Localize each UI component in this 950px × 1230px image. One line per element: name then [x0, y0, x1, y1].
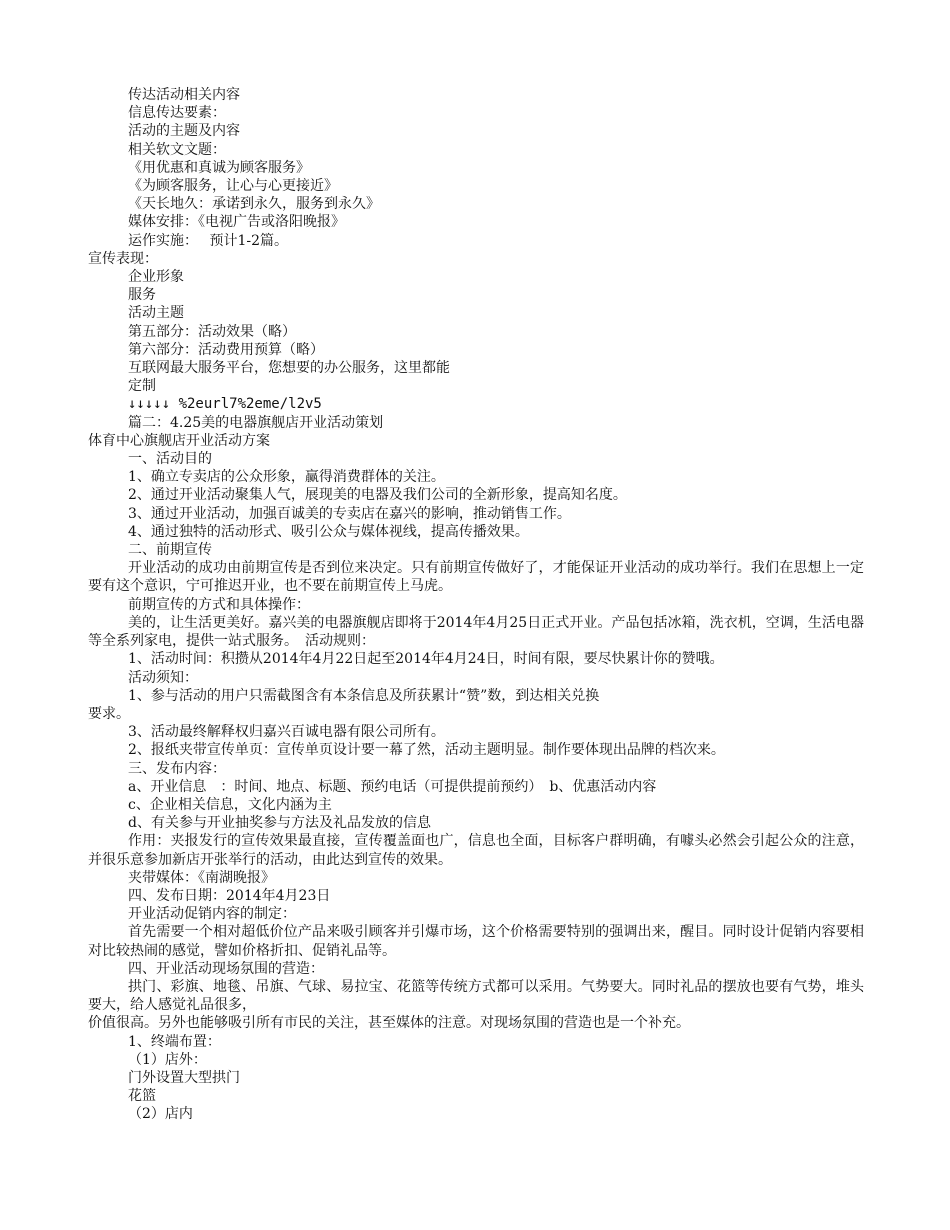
text-line: a、开业信息 ：时间、地点、标题、预约电话（可提供提前预约） b、优惠活动内容 — [128, 778, 657, 795]
section-heading: 二、前期宣传 — [128, 542, 212, 559]
text-line: 1、活动时间：积攒从2014年4月22日起至2014年4月24日，时间有限，要尽快累计你的赞哦。 — [128, 651, 724, 668]
text-line: 价值很高。另外也能够吸引所有市民的关注，甚至媒体的注意。对现场氛围的营造也是一个补充。 — [88, 1015, 690, 1032]
text-line: c、企业相关信息，文化内涵为主 — [128, 796, 332, 813]
text-line: 互联网最大服务平台，您想要的办公服务，这里都能 — [128, 360, 450, 377]
text-line: 要求。 — [88, 705, 130, 722]
link-text[interactable]: ↓↓↓↓↓ %2eurl7%2eme/l2v5 — [128, 396, 322, 413]
text-line: d、有关参与开业抽奖参与方法及礼品发放的信息 — [128, 815, 431, 832]
text-line: 企业形象 — [128, 269, 184, 286]
text-line: 夹带媒体：《南湖晚报》 — [128, 869, 275, 886]
text-line: 第六部分：活动费用预算（略） — [128, 341, 324, 358]
text-line: 传达活动相关内容 — [128, 87, 240, 103]
text-line: 信息传达要素： — [128, 105, 226, 122]
text-line: 2、通过开业活动聚集人气，展现美的电器及我们公司的全新形象，提高知名度。 — [128, 487, 627, 504]
section-heading: 宣传表现： — [88, 250, 158, 267]
text-line: 《用优惠和真诚为顾客服务》 — [128, 159, 310, 176]
text-line: 服务 — [128, 287, 156, 304]
text-line: 花篮 — [128, 1088, 156, 1105]
text-line: 1、终端布置： — [128, 1033, 221, 1050]
text-line: （2）店内 — [128, 1106, 193, 1123]
text-line: 活动主题 — [128, 305, 184, 322]
paragraph: 拱门、彩旗、地毯、吊旗、气球、易拉宝、花篮等传统方式都可以采用。气势要大。同时礼品的摆放也要有气势，堆头要大，给人感觉礼品很多， — [88, 978, 864, 1014]
section-heading: 一、活动目的 — [128, 451, 212, 468]
text-line: 活动的主题及内容 — [128, 123, 240, 140]
text-line: 1、参与活动的用户只需截图含有本条信息及所获累计“赞”数，到达相关兑换 — [128, 687, 600, 704]
text-line: （1）店外： — [128, 1051, 207, 1068]
article-title: 篇二：4.25美的电器旗舰店开业活动策划 — [128, 414, 384, 431]
text-line: 前期宣传的方式和具体操作： — [128, 596, 310, 613]
text-line: 活动须知： — [128, 669, 198, 686]
section-heading: 三、发布内容： — [128, 760, 226, 777]
text-line: 门外设置大型拱门 — [128, 1069, 240, 1086]
paragraph: 美的，让生活更美好。嘉兴美的电器旗舰店即将于2014年4月25日正式开业。产品包括冰箱，洗衣机，空调，生活电器等全系列家电，提供一站式服务。 活动规则： — [88, 614, 864, 650]
text-line: 运作实施： 预计1-2篇。 — [128, 232, 288, 249]
text-line: 2、报纸夹带宣传单页：宣传单页设计要一幕了然，活动主题明显。制作要体现出品牌的档次来。 — [128, 742, 725, 759]
section-heading: 四、发布日期：2014年4月23日 — [128, 887, 331, 904]
text-line: 3、活动最终解释权归嘉兴百诚电器有限公司所有。 — [128, 724, 445, 741]
paragraph: 首先需要一个相对超低价位产品来吸引顾客并引爆市场，这个价格需要特别的强调出来，醒目。同时设计促销内容要相对比较热闹的感觉，譬如价格折扣、促销礼品等。 — [88, 924, 864, 959]
paragraph: 开业活动的成功由前期宣传是否到位来决定。只有前期宣传做好了，才能保证开业活动的成功举行。我们在思想上一定要有这个意识，宁可推迟开业，也不要在前期宣传上马虎。 — [88, 560, 864, 595]
text-line: 1、确立专卖店的公众形象，赢得消费群体的关注。 — [128, 469, 445, 486]
document-title: 体育中心旗舰店开业活动方案 — [88, 432, 270, 449]
text-line: 媒体安排：《电视广告或洛阳晚报》 — [128, 214, 345, 231]
section-heading: 四、开业活动现场氛围的营造： — [128, 960, 324, 977]
text-line: 《为顾客服务，让心与心更接近》 — [128, 178, 338, 195]
document-body — [88, 86, 864, 1124]
paragraph: 作用：夹报发行的宣传效果最直接，宣传覆盖面也广，信息也全面，目标客户群明确，有噱头必然会引起公众的注意，并很乐意参加新店开张举行的活动，由此达到宣传的效果。 — [88, 833, 864, 868]
text-line: 3、通过开业活动，加强百诚美的专卖店在嘉兴的影响，推动销售工作。 — [128, 505, 571, 522]
text-line: 《天长地久：承诺到永久，服务到永久》 — [128, 196, 380, 213]
text-line: 定制 — [128, 378, 156, 395]
text-line: 开业活动促销内容的制定： — [128, 906, 296, 923]
text-line: 第五部分：活动效果（略） — [128, 323, 296, 340]
text-line: 相关软文文题： — [128, 141, 226, 158]
text-line: 4、通过独特的活动形式、吸引公众与媒体视线，提高传播效果。 — [128, 523, 529, 540]
